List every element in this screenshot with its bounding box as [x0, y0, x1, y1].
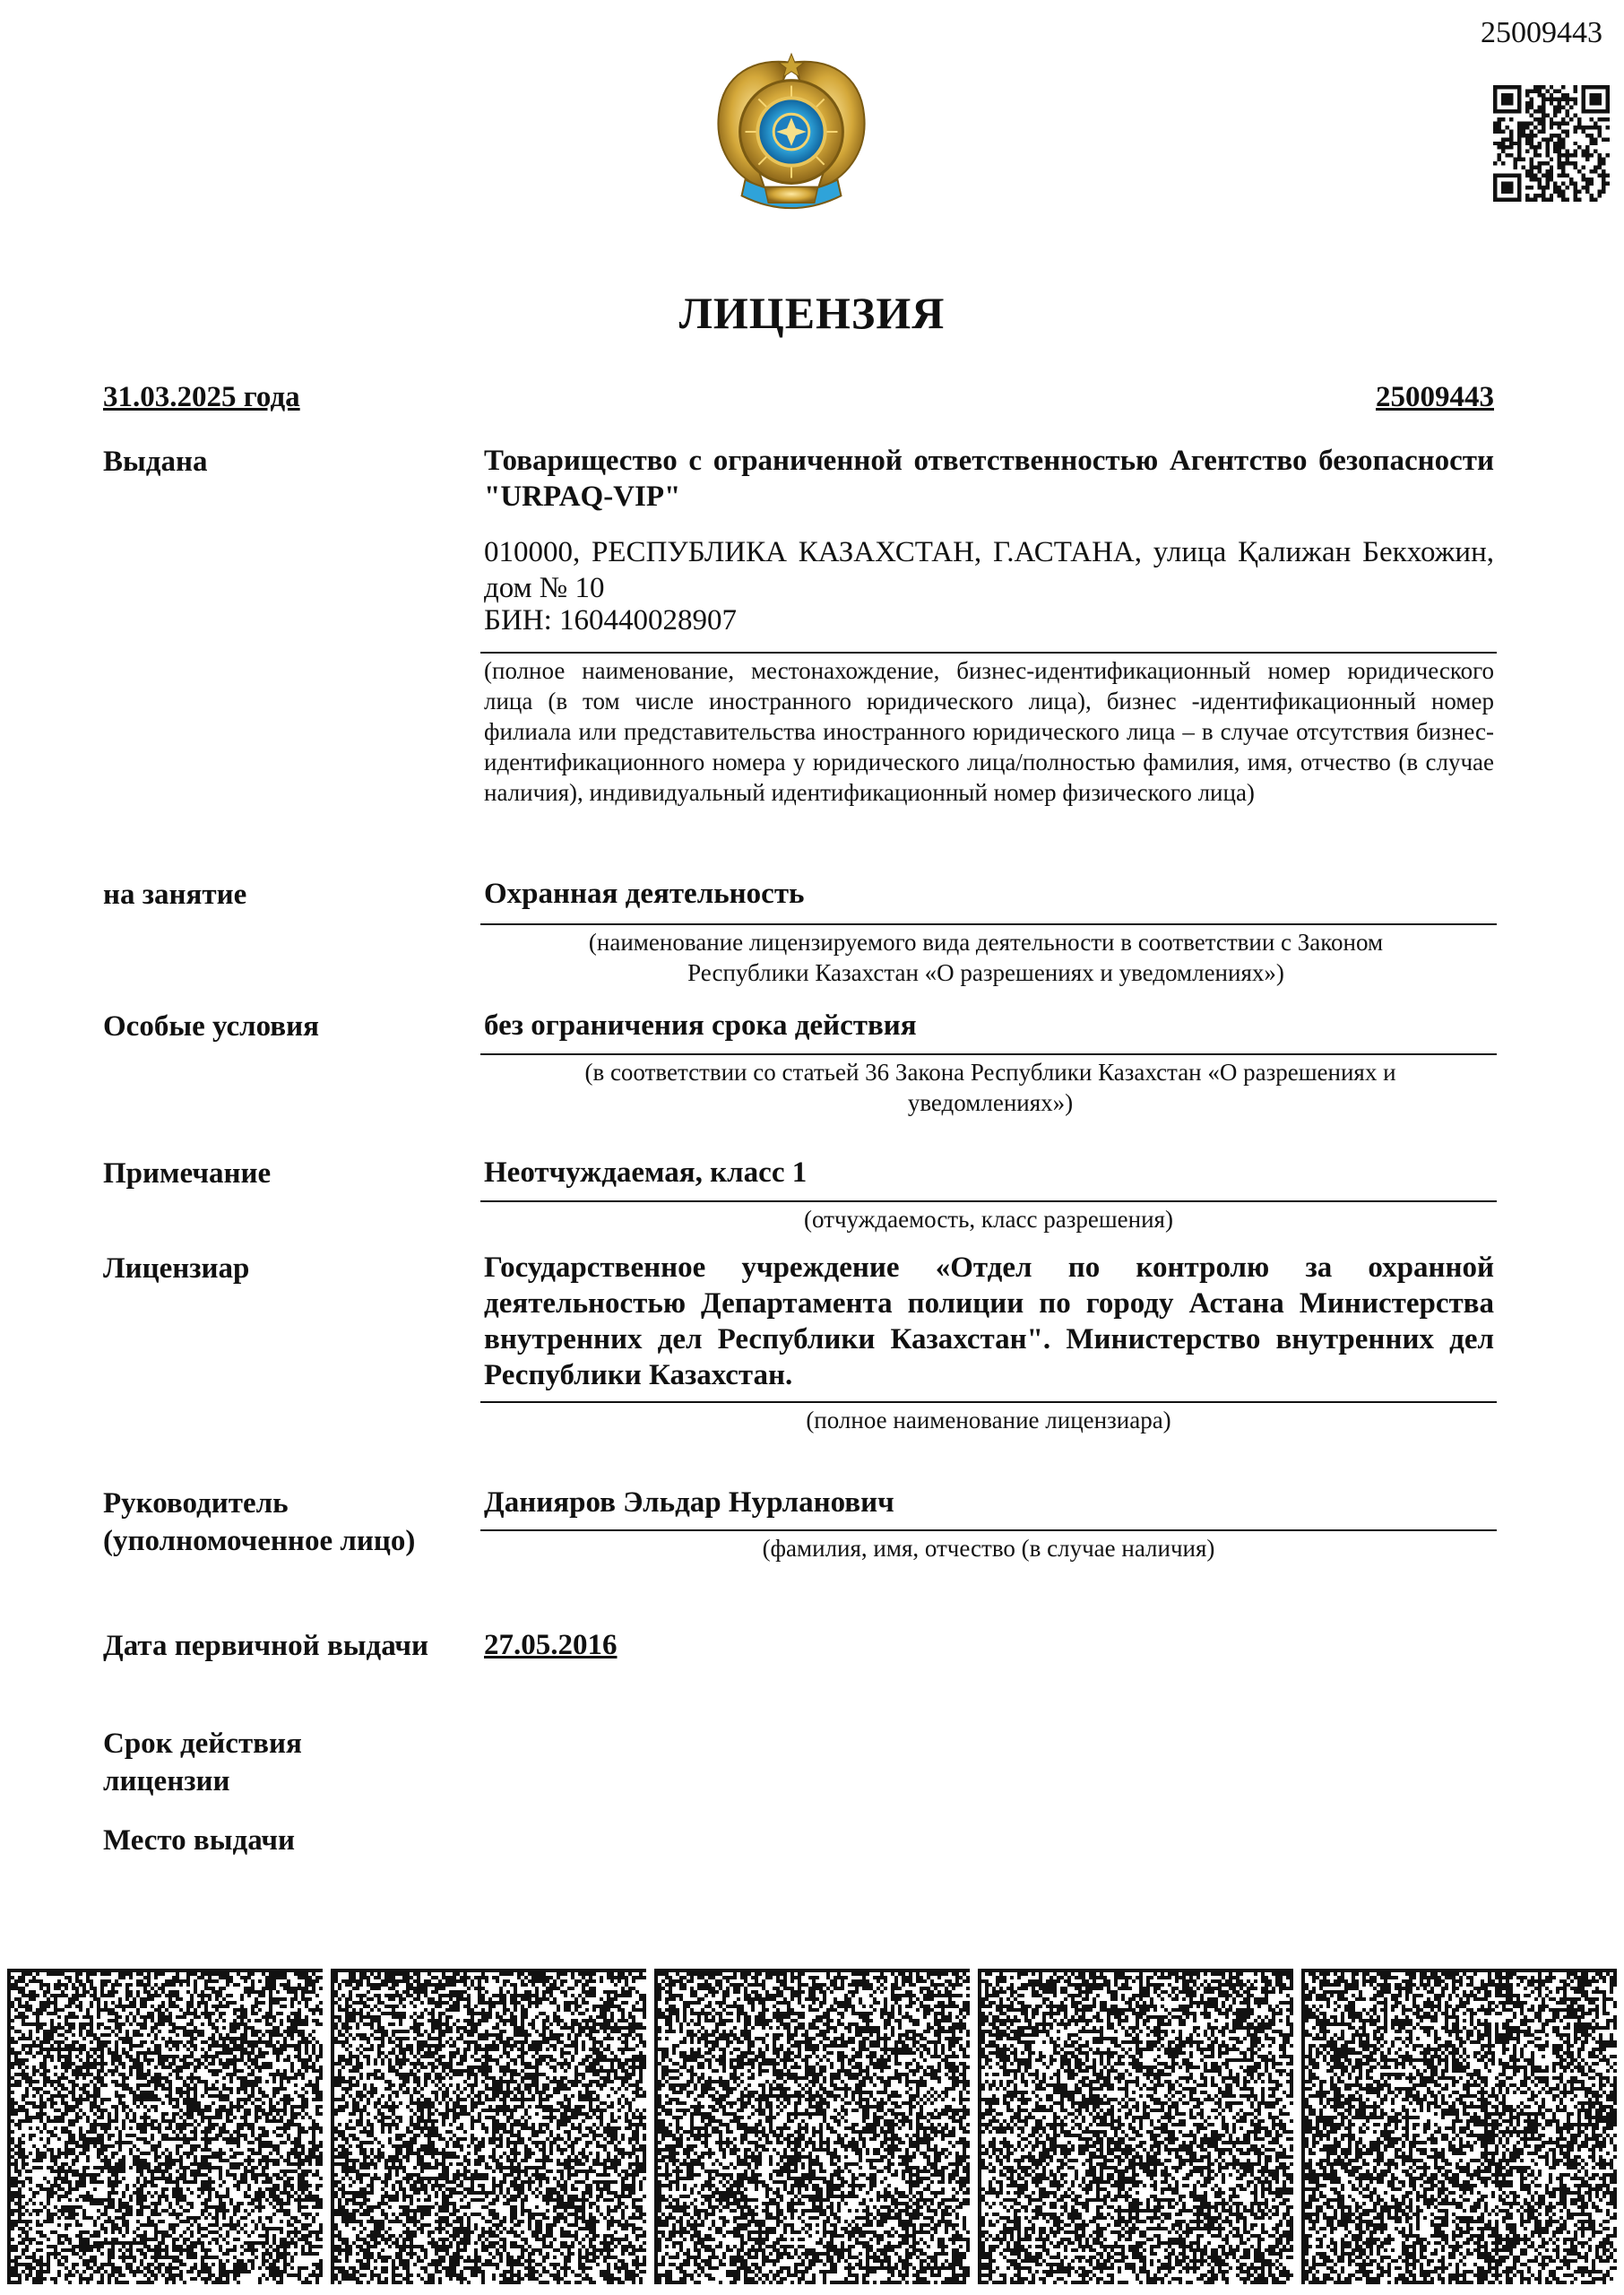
- issued-to-label: Выдана: [103, 443, 207, 481]
- divider: [480, 1529, 1497, 1531]
- licensor-value: Государственное учреждение «Отдел по контролю за охранной деятельностью Департамента полиции по городу Астана Министерства внутренних дел Республики Казахстан". Министерство внутренних дел Республики Казахстан.: [484, 1250, 1494, 1393]
- 2d-barcode-icon: [7, 1969, 323, 2284]
- activity-caption: (наименование лицензируемого вида деятельности в соответствии с Законом Республики Казахстан «О разрешениях и уведомлениях»): [538, 927, 1434, 988]
- divider: [480, 923, 1497, 925]
- note-label: Примечание: [103, 1155, 271, 1192]
- special-conditions-label: Особые условия: [103, 1008, 319, 1045]
- licensee-caption: (полное наименование, местонахождение, бизнес-идентификационный номер юридического лица (в том числе иностранного юридического лица), бизнес -идентификационный номер филиала или представительства иностранного юридического лица – в случае отсутствия бизнес-идентификационного номера у юридического лица/полностью фамилия, имя, отчество (в случае наличия), индивидуальный идентификационный номер физического лица): [484, 655, 1494, 808]
- head-label-line1: Руководитель: [103, 1485, 415, 1522]
- head-label: [103, 1485, 415, 1560]
- head-name: Данияров Эльдар Нурланович: [484, 1485, 1494, 1520]
- licensee-address: 010000, РЕСПУБЛИКА КАЗАХСТАН, Г.АСТАНА, улица Қалижан Бекхожин, дом № 10: [484, 534, 1494, 606]
- 2d-barcode-icon: [654, 1969, 970, 2284]
- validity-label-line1: Срок действия: [103, 1725, 302, 1762]
- licensor-caption: (полное наименование лицензиара): [480, 1405, 1497, 1435]
- divider: [480, 1200, 1497, 1202]
- 2d-barcode-icon: [978, 1969, 1293, 2284]
- issue-date: 31.03.2025 года: [103, 381, 300, 414]
- barcode-strip: [7, 1969, 1617, 2284]
- divider: [480, 1401, 1497, 1403]
- activity-value: Охранная деятельность: [484, 876, 1494, 912]
- first-issue-date: 27.05.2016: [484, 1627, 1494, 1663]
- qr-code-icon: [1493, 85, 1610, 202]
- 2d-barcode-icon: [331, 1969, 646, 2284]
- head-caption: (фамилия, имя, отчество (в случае наличия): [480, 1533, 1497, 1563]
- qr-code-graphic: [1493, 85, 1610, 202]
- activity-label: на занятие: [103, 876, 246, 914]
- licensee-bin: БИН: 160440028907: [484, 602, 1494, 638]
- special-conditions-caption: (в соответствии со статьей 36 Закона Республики Казахстан «О разрешениях и уведомлениях»): [529, 1057, 1452, 1118]
- licensee-name: Товарищество с ограниченной ответственностью Агентство безопасности "URPAQ-VIP": [484, 443, 1494, 515]
- licensor-label: Лицензиар: [103, 1250, 249, 1287]
- place-label: Место выдачи: [103, 1822, 295, 1859]
- kazakhstan-state-emblem-icon: [703, 47, 880, 224]
- special-conditions-value: без ограничения срока действия: [484, 1008, 1494, 1044]
- divider: [480, 1053, 1497, 1055]
- head-label-line2: (уполномоченное лицо): [103, 1522, 415, 1560]
- 2d-barcode-icon: [1301, 1969, 1617, 2284]
- divider: [480, 652, 1497, 654]
- document-number-top: 25009443: [1481, 16, 1602, 50]
- first-issue-label: Дата первичной выдачи: [103, 1627, 428, 1665]
- validity-label: [103, 1725, 302, 1800]
- license-number: 25009443: [1376, 381, 1494, 414]
- note-caption: (отчуждаемость, класс разрешения): [480, 1204, 1497, 1234]
- note-value: Неотчуждаемая, класс 1: [484, 1155, 1494, 1191]
- validity-label-line2: лицензии: [103, 1762, 302, 1800]
- page-title: ЛИЦЕНЗИЯ: [0, 287, 1624, 339]
